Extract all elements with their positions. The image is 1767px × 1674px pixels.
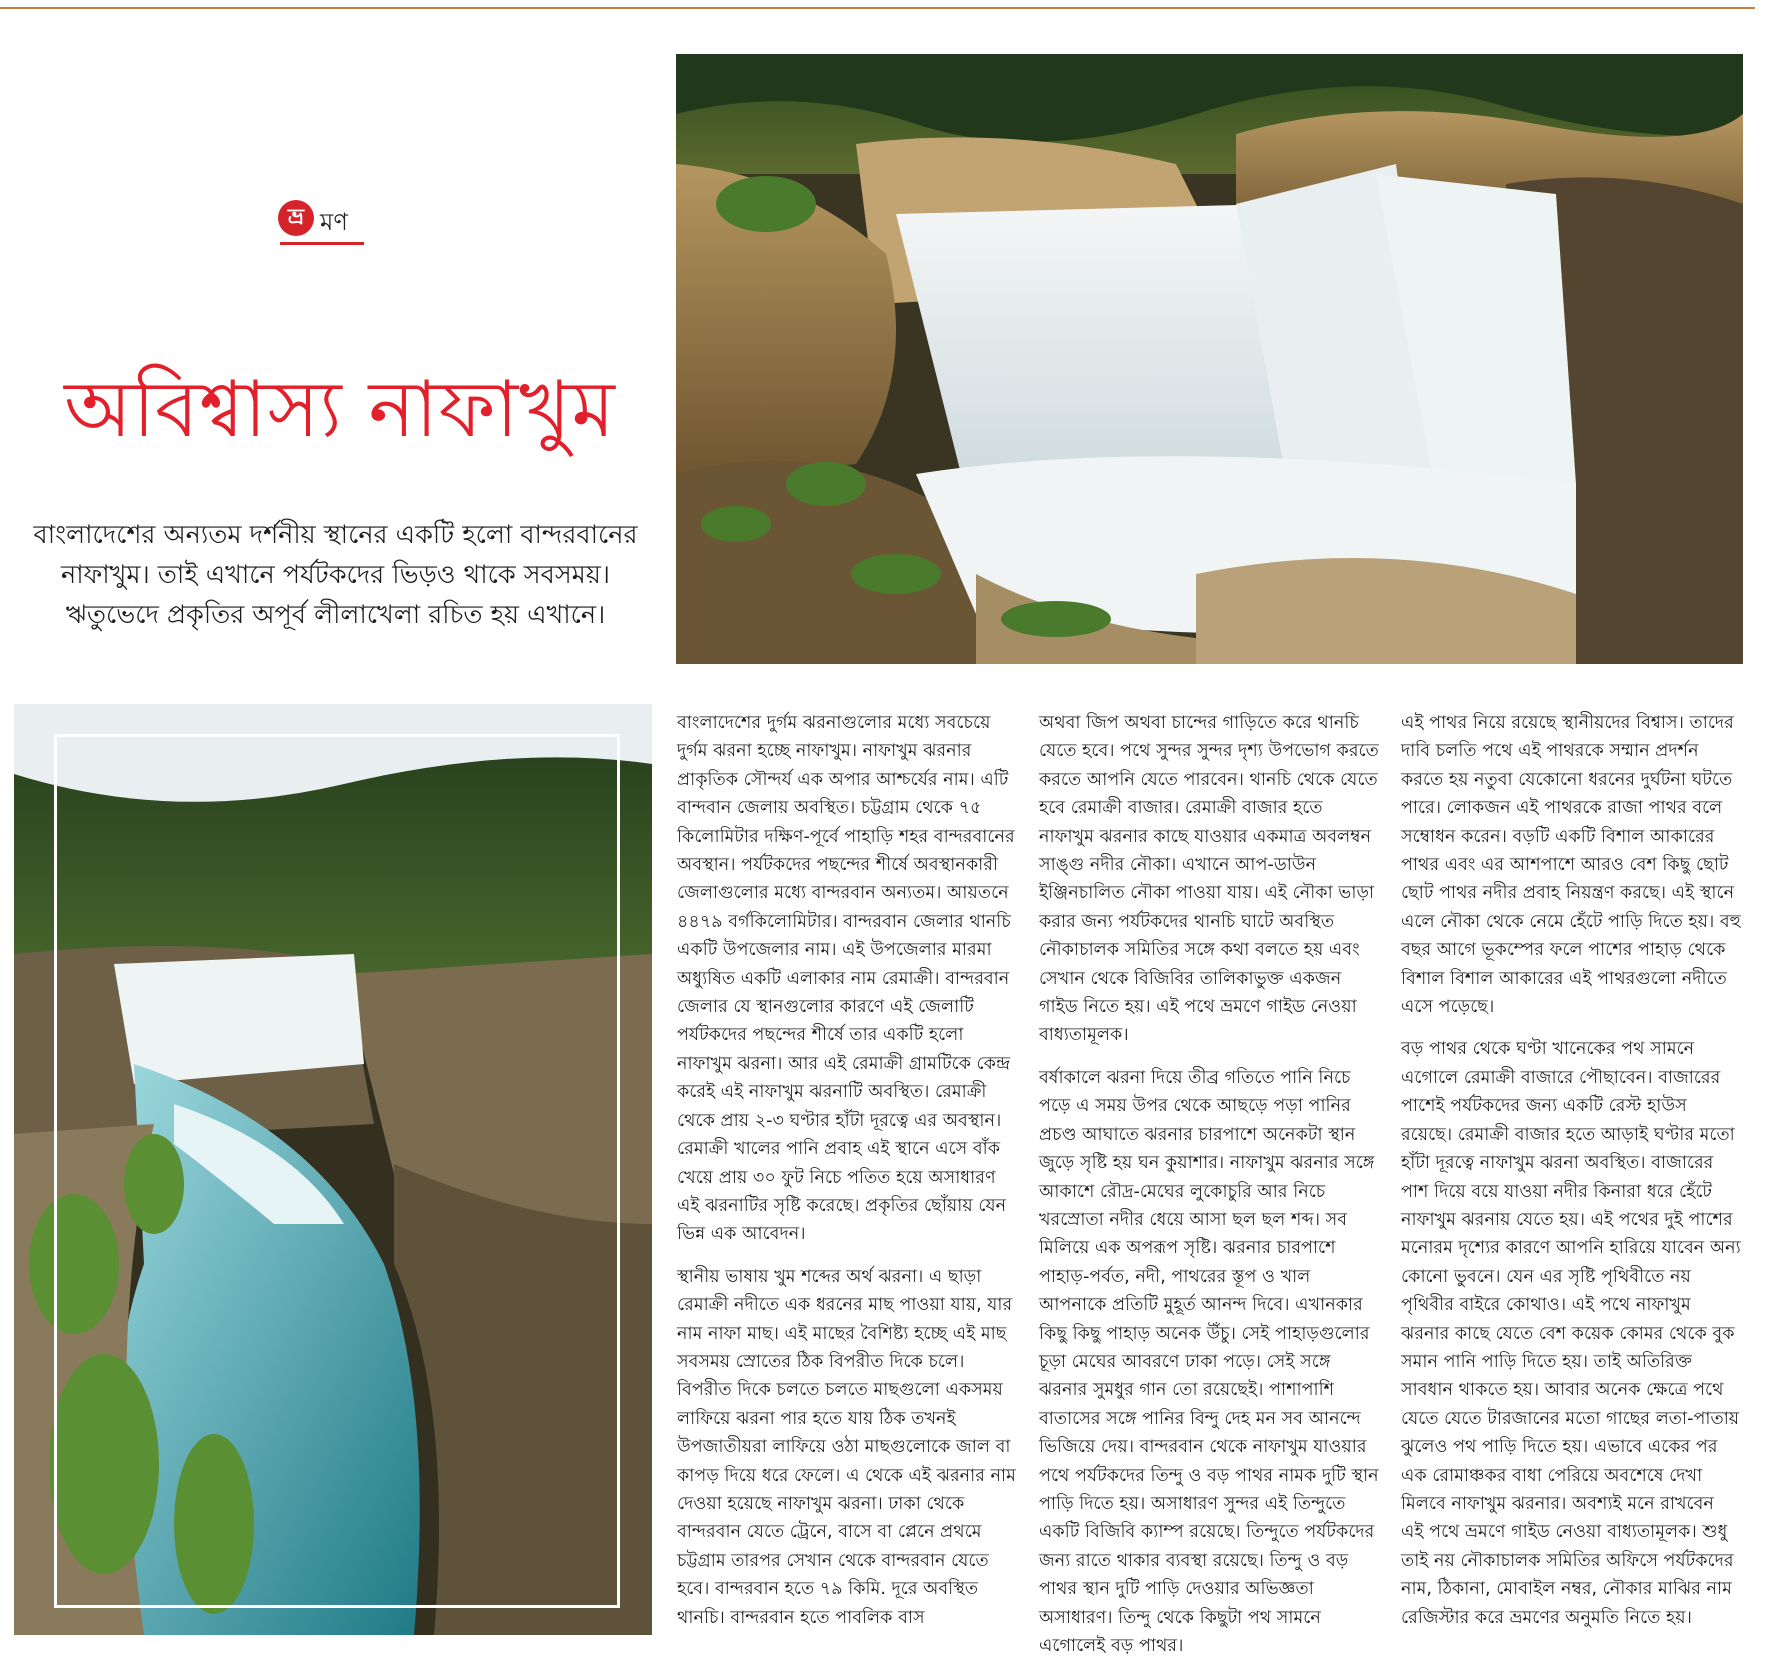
top-rule (0, 7, 1755, 9)
waterfall-photo-river (14, 704, 652, 1635)
article-column-2 (1039, 709, 1379, 1674)
column-3-paragraph-1: এই পাথর নিয়ে রয়েছে স্থানীয়দের বিশ্বাস। তাদের দাবি চলতি পথে এই পাথরকে সম্মান প্রদর্শন করতে হয় নতুবা যেকোনো ধরনের দুর্ঘটনা ঘটতে পারে। লোকজন এই পাথরকে রাজা পাথর বলে সম্বোধন করেন। বড়টি একটি বিশাল আকারের পাথর এবং এর আশপাশে আরও বেশ কিছু ছোট ছোট পাথর নদীর প্রবাহ নিয়ন্ত্রণ করছে। এই স্থানে এলে নৌকা থেকে নেমে হেঁটে পাড়ি দিতে হয়। বহু বছর আগে ভূকম্পের ফলে পাশের পাহাড় থেকে বিশাল বিশাল আকারের এই পাথরগুলো নদীতে এসে পড়েছে। (1401, 713, 1741, 1018)
kicker-underline (280, 242, 364, 245)
article-column-3 (1401, 709, 1741, 1646)
photo-frame (54, 734, 620, 1608)
section-kicker (278, 200, 368, 246)
headline: অবিশ্বাস্য নাফাখুম (64, 365, 616, 455)
column-3-paragraph-2: বড় পাথর থেকে ঘণ্টা খানেকের পথ সামনে এগোলে রেমাক্রী বাজারে পৌছাবেন। বাজারের পাশেই পর্যটকদের জন্য একটি রেস্ট হাউস রয়েছে। রেমাক্রী বাজার হতে আড়াই ঘণ্টার মতো হাঁটা দূরত্বে নাফাখুম ঝরনা অবস্থিত। বাজারের পাশ দিয়ে বয়ে যাওয়া নদীর কিনারা ধরে হেঁটে নাফাখুম ঝরনায় যেতে হয়। এই পথের দুই পাশের মনোরম দৃশ্যের কারণে আপনি হারিয়ে যাবেন অন্য কোনো ভুবনে। যেন এর সৃষ্টি পৃথিবীতে নয় পৃথিবীর বাইরে কোথাও। এই পথে নাফাখুম ঝরনার কাছে যেতে বেশ কয়েক কোমর থেকে বুক সমান পানি পাড়ি দিতে হয়। তাই অতিরিক্ত সাবধান থাকতে হয়। আবার অনেক ক্ষেত্রে পথে যেতে যেতে টারজানের মতো গাছের লতা-পাতায় ঝুলেও পথ পাড়ি দিতে হয়। এভাবে একের পর এক রোমাঞ্চকর বাধা পেরিয়ে অবশেষে দেখা মিলবে নাফাখুম ঝরনার। অবশ্যই মনে রাখবেন এই পথে ভ্রমণে গাইড নেওয়া বাধ্যতামূলক। শুধু তাই নয় নৌকাচালক সমিতির অফিসে পর্যটকদের নাম, ঠিকানা, মোবাইল নম্বর, নৌকার মাঝির নাম রেজিস্টার করে ভ্রমণের অনুমতি নিতে হয়। (1401, 1039, 1741, 1628)
kicker-word: মণ (320, 208, 348, 236)
column-1-paragraph-1: বাংলাদেশের দুর্গম ঝরনাগুলোর মধ্যে সবচেয়ে দুর্গম ঝরনা হচ্ছে নাফাখুম। নাফাখুম ঝরনার প্রাকৃতিক সৌন্দর্য এক অপার আশ্চর্যের নাম। এটি বান্দবান জেলায় অবস্থিত। চট্টগ্রাম থেকে ৭৫ কিলোমিটার দক্ষিণ-পূর্বে পাহাড়ি শহর বান্দরবানের অবস্থান। পর্যটকদের পছন্দের শীর্ষে অবস্থানকারী জেলাগুলোর মধ্যে বান্দরবান অন্যতম। আয়তনে ৪৪৭৯ বর্গকিলোমিটার। বান্দরবান জেলার থানচি একটি উপজেলার নাম। এই উপজেলার মারমা অধ্যুষিত একটি এলাকার নাম রেমাক্রী। বান্দরবান জেলার যে স্থানগুলোর কারণে এই জেলাটি পর্যটকদের পছন্দের শীর্ষে তার একটি হলো নাফাখুম ঝরনা। আর এই রেমাক্রী গ্রামটিকে কেন্দ্র করেই এই নাফাখুম ঝরনাটি অবস্থিত। রেমাক্রী থেকে প্রায় ২-৩ ঘণ্টার হাঁটা দূরত্বে এর অবস্থান। রেমাক্রী খালের পানি প্রবাহ এই স্থানে এসে বাঁক খেয়ে প্রায় ৩০ ফুট নিচে পতিত হয়ে অসাধারণ এই ঝরনাটির সৃষ্টি করেছে। প্রকৃতির ছোঁয়ায় যেন ভিন্ন এক আবেদন। (677, 713, 1015, 1245)
deck-intro: বাংলাদেশের অন্যতম দর্শনীয় স্থানের একটি হলো বান্দরবানের নাফাখুম। তাই এখানে পর্যটকদের ভিড়ও থাকে সবসময়। ঋতুভেদে প্রকৃতির অপূর্ব লীলাখেলা রচিত হয় এখানে। (33, 520, 638, 630)
column-2-paragraph-1: অথবা জিপ অথবা চান্দের গাড়িতে করে থানচি যেতে হবে। পথে সুন্দর সুন্দর দৃশ্য উপভোগ করতে করতে আপনি যেতে পারবেন। থানচি থেকে যেতে হবে রেমাক্রী বাজার। রেমাক্রী বাজার হতে নাফাখুম ঝরনার কাছে যাওয়ার একমাত্র অবলম্বন সাঙ্গু নদীর নৌকা। এখানে আপ-ডাউন ইঞ্জিনচালিত নৌকা পাওয়া যায়। এই নৌকা ভাড়া করার জন্য পর্যটকদের থানচি ঘাটে অবস্থিত নৌকাচালক সমিতির সঙ্গে কথা বলতে হয় এবং সেখান থেকে বিজিবির তালিকাভুক্ত একজন গাইড নিতে হয়। এই পথে ভ্রমণে গাইড নেওয়া বাধ্যতামূলক। (1039, 713, 1379, 1046)
kicker-badge: ভ্র (278, 200, 314, 236)
column-2-paragraph-2: বর্ষাকালে ঝরনা দিয়ে তীব্র গতিতে পানি নিচে পড়ে এ সময় উপর থেকে আছড়ে পড়া পানির প্রচণ্ড আঘাতে ঝরনার চারপাশে অনেকটা স্থান জুড়ে সৃষ্টি হয় ঘন কুয়াশার। নাফাখুম ঝরনার সঙ্গে আকাশে রৌদ্র-মেঘের লুকোচুরি আর নিচে খরস্রোতা নদীর ধেয়ে আসা ছল ছল শব্দ। সব মিলিয়ে এক অপরূপ সৃষ্টি। ঝরনার চারপাশে পাহাড়-পর্বত, নদী, পাথরের স্তূপ ও খাল আপনাকে প্রতিটি মুহূর্ত আনন্দ দিবে। এখানকার কিছু কিছু পাহাড় অনেক উঁচু। সেই পাহাড়গুলোর চূড়া মেঘের আবরণে ঢাকা পড়ে। সেই সঙ্গে ঝরনার সুমধুর গান তো রয়েছেই। পাশাপাশি বাতাসের সঙ্গে পানির বিন্দু দেহ মন সব আনন্দে ভিজিয়ে দেয়। বান্দরবান থেকে নাফাখুম যাওয়ার পথে পর্যটকদের তিন্দু ও বড় পাথর নামক দুটি স্থান পাড়ি দিতে হয়। অসাধারণ সুন্দর এই তিন্দুতে একটি বিজিবি ক্যাম্প রয়েছে। তিন্দুতে পর্যটকদের জন্য রাতে থাকার ব্যবস্থা রয়েছে। তিন্দু ও বড় পাথর স্থান দুটি পাড়ি দেওয়ার অভিজ্ঞতা অসাধারণ। তিন্দু থেকে কিছুটা পথ সামনে এগোলেই বড় পাথর। (1039, 1067, 1379, 1656)
waterfall-photo-top (676, 54, 1743, 664)
column-1-paragraph-2: স্থানীয় ভাষায় খুম শব্দের অর্থ ঝরনা। এ ছাড়া রেমাক্রী নদীতে এক ধরনের মাছ পাওয়া যায়, যার নাম নাফা মাছ। এই মাছের বৈশিষ্ট্য হচ্ছে এই মাছ সবসময় স্রোতের ঠিক বিপরীত দিকে চলে। বিপরীত দিকে চলতে চলতে মাছগুলো একসময় লাফিয়ে ঝরনা পার হতে যায় ঠিক তখনই উপজাতীয়রা লাফিয়ে ওঠা মাছগুলোকে জাল বা কাপড় দিয়ে ধরে ফেলে। এ থেকে এই ঝরনার নাম দেওয়া হয়েছে নাফাখুম ঝরনা। ঢাকা থেকে বান্দরবান যেতে ট্রেনে, বাসে বা প্লেনে প্রথমে চট্টগ্রাম তারপর সেখান থেকে বান্দরবান যেতে হবে। বান্দরবান হতে ৭৯ কিমি. দূরে অবস্থিত থানচি। বান্দরবান হতে পাবলিক বাস (677, 1266, 1016, 1628)
article-column-1 (677, 709, 1017, 1646)
